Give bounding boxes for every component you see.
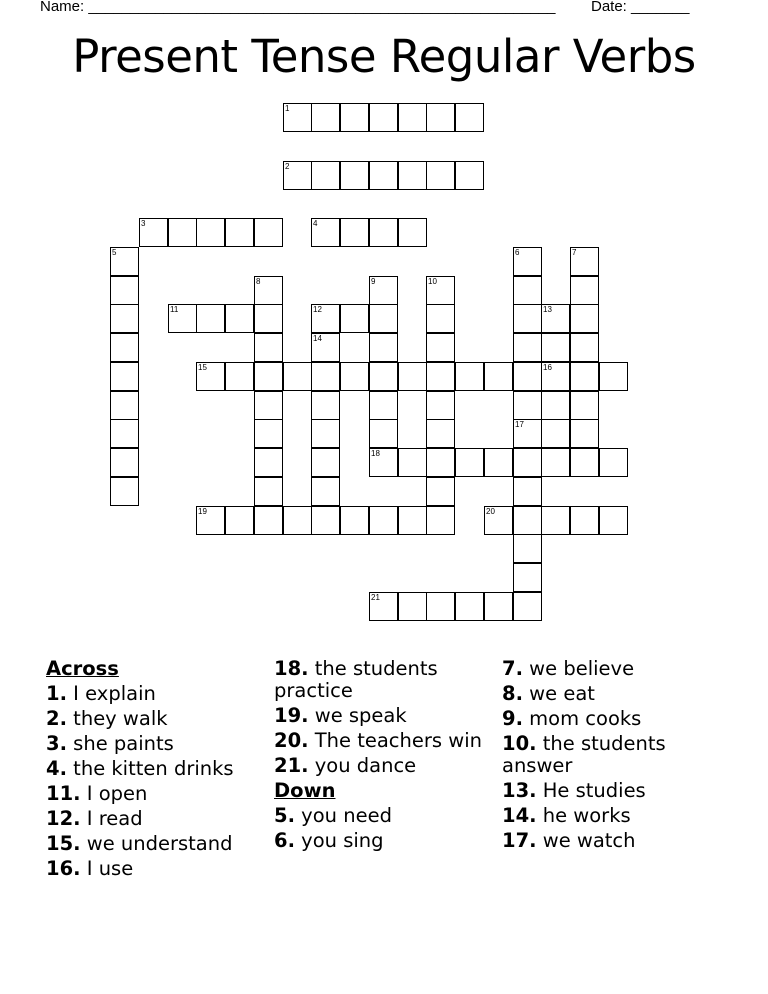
grid-cell[interactable] xyxy=(455,161,484,190)
grid-cell[interactable] xyxy=(311,103,340,132)
grid-cell[interactable] xyxy=(426,362,455,391)
date-field-label[interactable]: Date: _______ xyxy=(591,0,690,15)
grid-cell[interactable] xyxy=(311,333,340,362)
clue-number: 13. xyxy=(502,779,537,802)
grid-cell[interactable] xyxy=(541,419,570,448)
clue-number: 5. xyxy=(274,804,295,827)
clue-item xyxy=(46,683,271,705)
clue-text: The teachers win xyxy=(308,729,482,752)
clue-number: 21. xyxy=(274,754,309,777)
grid-cell[interactable] xyxy=(570,333,599,362)
grid-cell[interactable] xyxy=(168,218,197,247)
cell-number: 4 xyxy=(313,219,318,228)
grid-cell[interactable] xyxy=(513,419,542,448)
grid-cell[interactable] xyxy=(110,276,139,305)
clues-column-1 xyxy=(46,658,271,883)
grid-cell[interactable] xyxy=(110,304,139,333)
grid-cell[interactable] xyxy=(513,276,542,305)
clue-text: she paints xyxy=(66,732,174,755)
grid-cell[interactable] xyxy=(599,448,628,477)
clue-number: 10. xyxy=(502,732,537,755)
cell-number: 3 xyxy=(141,219,146,228)
grid-cell[interactable] xyxy=(513,534,542,563)
grid-cell[interactable] xyxy=(398,448,427,477)
clue-number: 12. xyxy=(46,807,81,830)
grid-cell[interactable] xyxy=(110,477,139,506)
grid-cell[interactable] xyxy=(426,419,455,448)
grid-cell[interactable] xyxy=(139,218,168,247)
cell-number: 12 xyxy=(313,305,322,314)
grid-cell[interactable] xyxy=(369,391,398,420)
grid-cell[interactable] xyxy=(311,419,340,448)
cell-number: 9 xyxy=(371,277,376,286)
grid-cell[interactable] xyxy=(570,362,599,391)
clue-item xyxy=(46,858,271,880)
grid-cell[interactable] xyxy=(225,362,254,391)
grid-cell[interactable] xyxy=(513,304,542,333)
clue-text: the students answer xyxy=(502,732,666,777)
grid-cell[interactable] xyxy=(311,448,340,477)
grid-cell[interactable] xyxy=(570,304,599,333)
grid-cell[interactable] xyxy=(110,419,139,448)
clue-text: He studies xyxy=(536,779,646,802)
grid-cell[interactable] xyxy=(311,218,340,247)
grid-cell[interactable] xyxy=(541,333,570,362)
grid-cell[interactable] xyxy=(570,276,599,305)
grid-cell[interactable] xyxy=(513,592,542,621)
clue-text: I read xyxy=(80,807,143,830)
cell-number: 5 xyxy=(112,248,117,257)
grid-cell[interactable] xyxy=(254,304,283,333)
grid-cell[interactable] xyxy=(110,333,139,362)
cell-number: 19 xyxy=(198,507,207,516)
clue-item xyxy=(46,758,271,780)
grid-cell[interactable] xyxy=(599,362,628,391)
grid-cell[interactable] xyxy=(541,448,570,477)
grid-cell[interactable] xyxy=(455,103,484,132)
grid-cell[interactable] xyxy=(254,391,283,420)
grid-cell[interactable] xyxy=(369,218,398,247)
grid-cell[interactable] xyxy=(340,103,369,132)
grid-cell[interactable] xyxy=(513,333,542,362)
cell-number: 13 xyxy=(543,305,552,314)
clue-number: 20. xyxy=(274,729,309,752)
grid-cell[interactable] xyxy=(541,304,570,333)
grid-cell[interactable] xyxy=(398,592,427,621)
grid-cell[interactable] xyxy=(369,333,398,362)
clue-text: we understand xyxy=(80,832,233,855)
grid-cell[interactable] xyxy=(283,362,312,391)
grid-cell[interactable] xyxy=(570,448,599,477)
cell-number: 10 xyxy=(428,277,437,286)
clue-number: 7. xyxy=(502,657,523,680)
grid-cell[interactable] xyxy=(369,304,398,333)
grid-cell[interactable] xyxy=(196,304,225,333)
clue-text: we eat xyxy=(522,682,595,705)
clue-number: 15. xyxy=(46,832,81,855)
grid-cell[interactable] xyxy=(110,391,139,420)
clue-text: the kitten drinks xyxy=(66,757,234,780)
clue-item xyxy=(46,833,271,855)
grid-cell[interactable] xyxy=(254,419,283,448)
grid-cell[interactable] xyxy=(570,506,599,535)
grid-cell[interactable] xyxy=(369,592,398,621)
clue-text: we believe xyxy=(522,657,635,680)
grid-cell[interactable] xyxy=(398,161,427,190)
clue-number: 6. xyxy=(274,829,295,852)
grid-cell[interactable] xyxy=(426,391,455,420)
grid-cell[interactable] xyxy=(541,506,570,535)
cell-number: 15 xyxy=(198,363,207,372)
grid-cell[interactable] xyxy=(110,448,139,477)
cell-number: 2 xyxy=(285,162,290,171)
grid-cell[interactable] xyxy=(254,506,283,535)
clue-item xyxy=(46,783,271,805)
grid-cell[interactable] xyxy=(283,506,312,535)
grid-cell[interactable] xyxy=(225,304,254,333)
clue-text: he works xyxy=(536,804,631,827)
grid-cell[interactable] xyxy=(570,247,599,276)
grid-cell[interactable] xyxy=(570,419,599,448)
grid-cell[interactable] xyxy=(254,448,283,477)
clue-number: 18. xyxy=(274,657,309,680)
grid-cell[interactable] xyxy=(570,391,599,420)
cell-number: 1 xyxy=(285,104,290,113)
clue-item xyxy=(46,708,271,730)
grid-cell[interactable] xyxy=(513,247,542,276)
grid-cell[interactable] xyxy=(455,362,484,391)
clue-item xyxy=(502,830,727,852)
grid-cell[interactable] xyxy=(455,448,484,477)
grid-cell[interactable] xyxy=(398,218,427,247)
grid-cell[interactable] xyxy=(541,362,570,391)
grid-cell[interactable] xyxy=(426,592,455,621)
grid-cell[interactable] xyxy=(426,477,455,506)
clue-text: you sing xyxy=(294,829,384,852)
clue-item xyxy=(274,658,499,702)
grid-cell[interactable] xyxy=(398,103,427,132)
grid-cell[interactable] xyxy=(369,448,398,477)
cell-number: 11 xyxy=(170,305,179,314)
clue-text: we speak xyxy=(308,704,407,727)
clue-item xyxy=(502,683,727,705)
clue-text: the students practice xyxy=(274,657,438,702)
grid-cell[interactable] xyxy=(513,477,542,506)
grid-cell[interactable] xyxy=(426,506,455,535)
clue-number: 4. xyxy=(46,757,67,780)
cell-number: 8 xyxy=(256,277,261,286)
clue-item xyxy=(274,705,499,727)
cell-number: 17 xyxy=(515,420,524,429)
grid-cell[interactable] xyxy=(340,362,369,391)
grid-cell[interactable] xyxy=(254,362,283,391)
clue-number: 14. xyxy=(502,804,537,827)
clue-number: 11. xyxy=(46,782,81,805)
clue-item xyxy=(274,805,499,827)
clue-item xyxy=(502,708,727,730)
cell-number: 6 xyxy=(515,248,520,257)
grid-cell[interactable] xyxy=(426,304,455,333)
grid-cell[interactable] xyxy=(398,362,427,391)
cell-number: 7 xyxy=(572,248,577,257)
grid-cell[interactable] xyxy=(541,391,570,420)
grid-cell[interactable] xyxy=(369,276,398,305)
grid-cell[interactable] xyxy=(484,592,513,621)
clue-item xyxy=(46,733,271,755)
grid-cell[interactable] xyxy=(225,506,254,535)
clue-text: we watch xyxy=(536,829,636,852)
clue-item xyxy=(502,658,727,680)
grid-cell[interactable] xyxy=(225,218,254,247)
clue-number: 17. xyxy=(502,829,537,852)
clue-number: 16. xyxy=(46,857,81,880)
grid-cell[interactable] xyxy=(513,448,542,477)
clue-item xyxy=(46,808,271,830)
cell-number: 16 xyxy=(543,363,552,372)
clue-number: 2. xyxy=(46,707,67,730)
grid-cell[interactable] xyxy=(110,362,139,391)
grid-cell[interactable] xyxy=(369,506,398,535)
clue-text: I explain xyxy=(66,682,156,705)
grid-cell[interactable] xyxy=(254,276,283,305)
clue-item xyxy=(274,730,499,752)
grid-cell[interactable] xyxy=(513,506,542,535)
clue-text: you dance xyxy=(308,754,417,777)
grid-cell[interactable] xyxy=(369,419,398,448)
across-heading: Across xyxy=(46,657,119,680)
grid-cell[interactable] xyxy=(196,362,225,391)
grid-cell[interactable] xyxy=(426,161,455,190)
grid-cell[interactable] xyxy=(426,276,455,305)
grid-cell[interactable] xyxy=(311,391,340,420)
clue-number: 1. xyxy=(46,682,67,705)
grid-cell[interactable] xyxy=(484,362,513,391)
grid-cell[interactable] xyxy=(311,477,340,506)
grid-cell[interactable] xyxy=(311,506,340,535)
grid-cell[interactable] xyxy=(513,391,542,420)
grid-cell[interactable] xyxy=(398,506,427,535)
clue-item xyxy=(502,805,727,827)
clue-item xyxy=(502,733,727,777)
grid-cell[interactable] xyxy=(513,362,542,391)
clue-number: 3. xyxy=(46,732,67,755)
grid-cell[interactable] xyxy=(110,247,139,276)
grid-cell[interactable] xyxy=(426,448,455,477)
clue-text: I use xyxy=(80,857,134,880)
cell-number: 21 xyxy=(371,593,380,602)
clue-number: 8. xyxy=(502,682,523,705)
grid-cell[interactable] xyxy=(311,161,340,190)
cell-number: 20 xyxy=(486,507,495,516)
clue-text: you need xyxy=(294,804,392,827)
cell-number: 18 xyxy=(371,449,380,458)
page-title: Present Tense Regular Verbs xyxy=(72,30,696,83)
clue-number: 19. xyxy=(274,704,309,727)
down-heading: Down xyxy=(274,779,336,802)
clue-text: they walk xyxy=(66,707,168,730)
clue-item xyxy=(274,755,499,777)
grid-cell[interactable] xyxy=(426,333,455,362)
grid-cell[interactable] xyxy=(340,161,369,190)
clue-text: I open xyxy=(80,782,148,805)
grid-cell[interactable] xyxy=(484,448,513,477)
clue-item xyxy=(502,780,727,802)
grid-cell[interactable] xyxy=(254,218,283,247)
clues-column-3 xyxy=(502,658,727,855)
grid-cell[interactable] xyxy=(196,218,225,247)
grid-cell[interactable] xyxy=(283,161,312,190)
grid-cell[interactable] xyxy=(484,506,513,535)
grid-cell[interactable] xyxy=(168,304,197,333)
grid-cell[interactable] xyxy=(340,304,369,333)
grid-cell[interactable] xyxy=(599,506,628,535)
name-field-label[interactable]: Name: ________________________________________________________ xyxy=(40,0,556,15)
clue-number: 9. xyxy=(502,707,523,730)
grid-cell[interactable] xyxy=(369,103,398,132)
grid-cell[interactable] xyxy=(513,563,542,592)
grid-cell[interactable] xyxy=(311,362,340,391)
grid-cell[interactable] xyxy=(196,506,225,535)
grid-cell[interactable] xyxy=(254,477,283,506)
clue-text: mom cooks xyxy=(522,707,642,730)
clues-column-2 xyxy=(274,658,499,855)
cell-number: 14 xyxy=(313,334,322,343)
grid-cell[interactable] xyxy=(369,161,398,190)
grid-cell[interactable] xyxy=(340,506,369,535)
grid-cell[interactable] xyxy=(283,103,312,132)
grid-cell[interactable] xyxy=(254,333,283,362)
clue-item xyxy=(274,830,499,852)
grid-cell[interactable] xyxy=(369,362,398,391)
grid-cell[interactable] xyxy=(340,218,369,247)
grid-cell[interactable] xyxy=(311,304,340,333)
grid-cell[interactable] xyxy=(455,592,484,621)
grid-cell[interactable] xyxy=(426,103,455,132)
